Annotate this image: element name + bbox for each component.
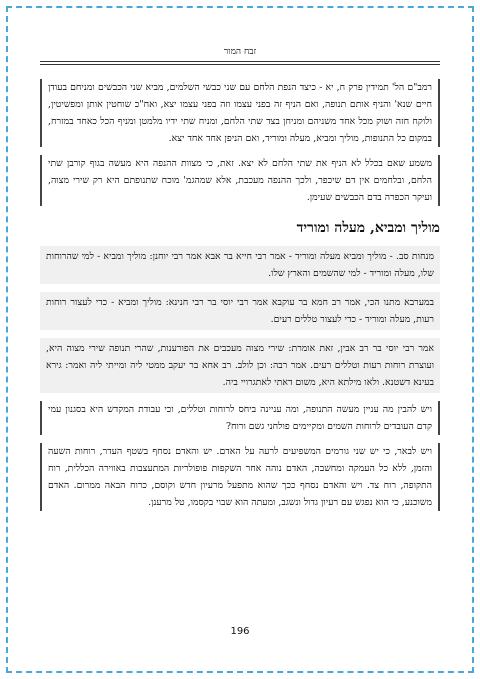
section-title: מוליך ומביא, מעלה ומוריד xyxy=(296,220,440,236)
answer-paragraph: ויש לבאר, כי יש שני גורמים המשפיעים לרעה על האדם. יש והאדם נסחף בשטף העדר, רוחות השעה והזמן, ללא כל העמקה ומחשבה, האדם נוהה אחר השקפות פופולריות המתעצבות באווירה הכללית, רוח התקופה, רוח צד. ויש והאדם נסחף ככך שהוא מתפעל מרעיון חדש וקוסם, כרוח הבאה ממרום. האדם משוכנע, כי הוא נפגש עם רעיון גדול ונשגב, ומעתה הוא שבוי בקסמו, טל מרענן. xyxy=(40,443,440,511)
gemara-quote-1: מנחות סב. - מוליך ומביא מעלה ומוריד - אמר רבי חייא בר אבא אמר רבי יוחנן: מוליך ומביא - למי שהרוחות שלו, מעלה ומוריד - למי שהשמים והארץ שלו. xyxy=(40,246,440,284)
explanation-paragraph: משמע שאם בכלל לא הניף את שתי הלחם לא יצא. זאת, כי מצוות ההנפה היא מעשה בגוף קורבן שתי הלחם, ובלחמים אין דם שיכפר, ולכך ההנפה מעכבת, אלא שמהגמ' מוכח שתנופתם היא רק שירי מצוה, ועיקר הכפרה בדם הכבשים שעימן. xyxy=(40,155,440,206)
page-number: 196 xyxy=(230,626,250,637)
rambam-quote-paragraph: רמב"ם הל' תמידין פרק ח, יא - כיצד הנפת הלחם עם שני כבשי השלמים, מביא שני הכבשים ומניחם בעודן חיים שנא' והניף אותם תנופה, ואם הניף זה בפני עצמו וזה בפני עצמו יצא, ואח"כ שוחטין אותן ומפשיטין, ולוקח חזה ושוק מכל אחד משניהם ומניחן בצד שתי הלחם, ומניח שתי ידיו מלמטן ומניף הכל כאחד במזרח, במקום כל התנופות, מוליך ומביא, מעלה ומוריד, ואם הניפן אחד אחד יצא. xyxy=(40,79,440,147)
question-paragraph: ויש להבין מה עניין מעשה התנופה, ומה עניינה ביחס לרוחות וטללים, וכי עבודת המקדש היא בסגנון עמי קדם העובדים לרוחות השמים ומקיימים פולחני גשם ורוח? xyxy=(40,401,440,435)
gemara-quote-2: במערבא מתנו הכי, אמר רב חמא בר עוקבא אמר רבי יוסי בר רבי חנינא: מוליך ומביא - כדי לעצור רוחות רעות, מעלה ומוריד - כדי לעצור טללים רעים. xyxy=(40,292,440,330)
gemara-quote-3: אמר רבי יוסי בר רב אבין, זאת אומרת: שירי מצוה מעכבים את הפורענות, שהרי תנופה שירי מצוה היא, ועוצרת רוחות רעות וטללים רעים. אמר רבה: וכן לולב. רב אחא בר יעקב ממטי ליה ומייתי ליה ואמר: גירא בעינא דשטנא. ולאו מילתא היא, משום דאתי לאתגרויי ביה. xyxy=(40,338,440,393)
running-header: זבח המור xyxy=(40,46,440,62)
header-rule xyxy=(40,64,440,65)
page-content xyxy=(40,46,440,519)
